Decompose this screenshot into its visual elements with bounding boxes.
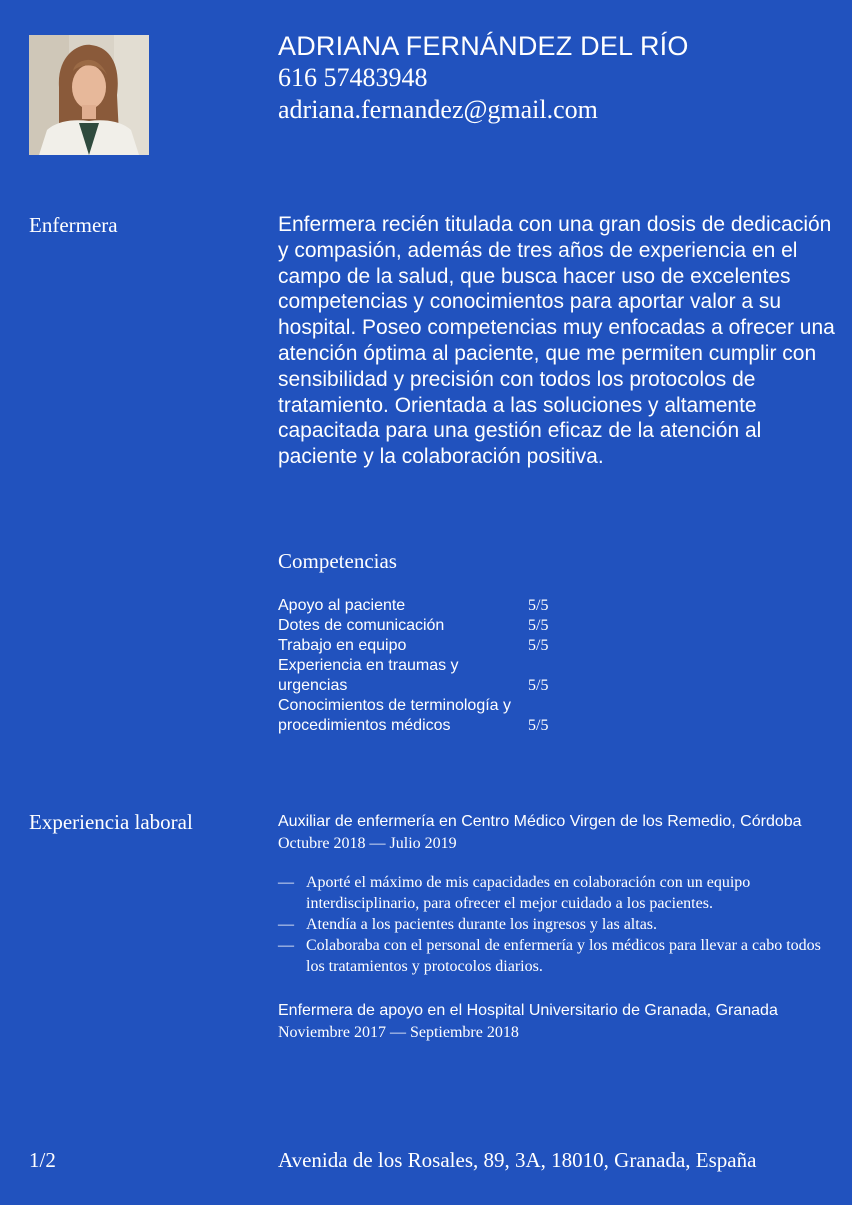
bullet-text: Aporté el máximo de mis capacidades en colaboración con un equipo interdisciplinario, para ofrecer el mejor cuidado a los pacientes. <box>306 874 751 912</box>
skill-row <box>278 636 578 656</box>
skills-heading: Competencias <box>278 549 397 573</box>
job-bullet <box>278 914 823 935</box>
skill-name: Trabajo en equipo <box>278 637 407 654</box>
bullet-dash: — <box>278 874 294 891</box>
job-dates: Noviembre 2017 — Septiembre 2018 <box>278 1024 519 1041</box>
skill-score: 5/5 <box>528 597 549 614</box>
skill-name: Dotes de comunicación <box>278 617 445 634</box>
skills-list <box>278 596 578 736</box>
bullet-dash: — <box>278 916 294 933</box>
email-address: adriana.fernandez@gmail.com <box>278 95 598 124</box>
bullet-dash: — <box>278 937 294 954</box>
skill-row <box>278 696 578 736</box>
skill-row <box>278 616 578 636</box>
candidate-name: ADRIANA FERNÁNDEZ DEL RÍO <box>278 31 689 61</box>
phone-number: 616 57483948 <box>278 63 428 92</box>
skill-name: Conocimientos de terminología y procedimientos médicos <box>278 697 512 734</box>
job-title-company: Auxiliar de enfermería en Centro Médico Virgen de los Remedio, Córdoba <box>278 813 802 830</box>
experience-heading: Experiencia laboral <box>29 810 193 834</box>
skill-row <box>278 656 578 696</box>
job-entry <box>278 1001 823 1043</box>
profile-photo <box>29 35 149 155</box>
page-number: 1/2 <box>29 1148 56 1172</box>
skill-score: 5/5 <box>528 637 549 654</box>
skill-score: 5/5 <box>528 717 549 734</box>
job-title-company: Enfermera de apoyo en el Hospital Universitario de Granada, Granada <box>278 1002 778 1019</box>
skill-row <box>278 596 578 616</box>
postal-address: Avenida de los Rosales, 89, 3A, 18010, Granada, España <box>278 1148 757 1172</box>
profile-summary: Enfermera recién titulada con una gran dosis de dedicación y compasión, además de tres años de experiencia en el campo de la salud, que busca hacer uso de excelentes competencias y conocimientos para aportar valor a su hospital. Poseo competencias muy enfocadas a ofrecer una atención óptima al paciente, que me permiten cumplir con sensibilidad y precisión con todos los protocolos de tratamiento. Orientada a las soluciones y altamente capacitada para una gestión eficaz de la atención al paciente y la colaboración positiva. <box>278 213 835 469</box>
job-bullets <box>278 872 823 977</box>
bullet-text: Colaboraba con el personal de enfermería y los médicos para llevar a cabo todos los tratamientos y protocolos diarios. <box>306 937 821 975</box>
skill-name: Apoyo al paciente <box>278 597 406 614</box>
job-bullet <box>278 935 823 977</box>
skill-name: Experiencia en traumas y urgencias <box>278 657 459 694</box>
bullet-text: Atendía a los pacientes durante los ingresos y las altas. <box>306 916 658 933</box>
experience-list <box>278 812 823 1043</box>
skill-score: 5/5 <box>528 677 549 694</box>
skill-score: 5/5 <box>528 617 549 634</box>
job-title: Enfermera <box>29 213 118 237</box>
job-dates: Octubre 2018 — Julio 2019 <box>278 835 457 852</box>
job-bullet <box>278 872 823 914</box>
job-entry <box>278 812 823 977</box>
